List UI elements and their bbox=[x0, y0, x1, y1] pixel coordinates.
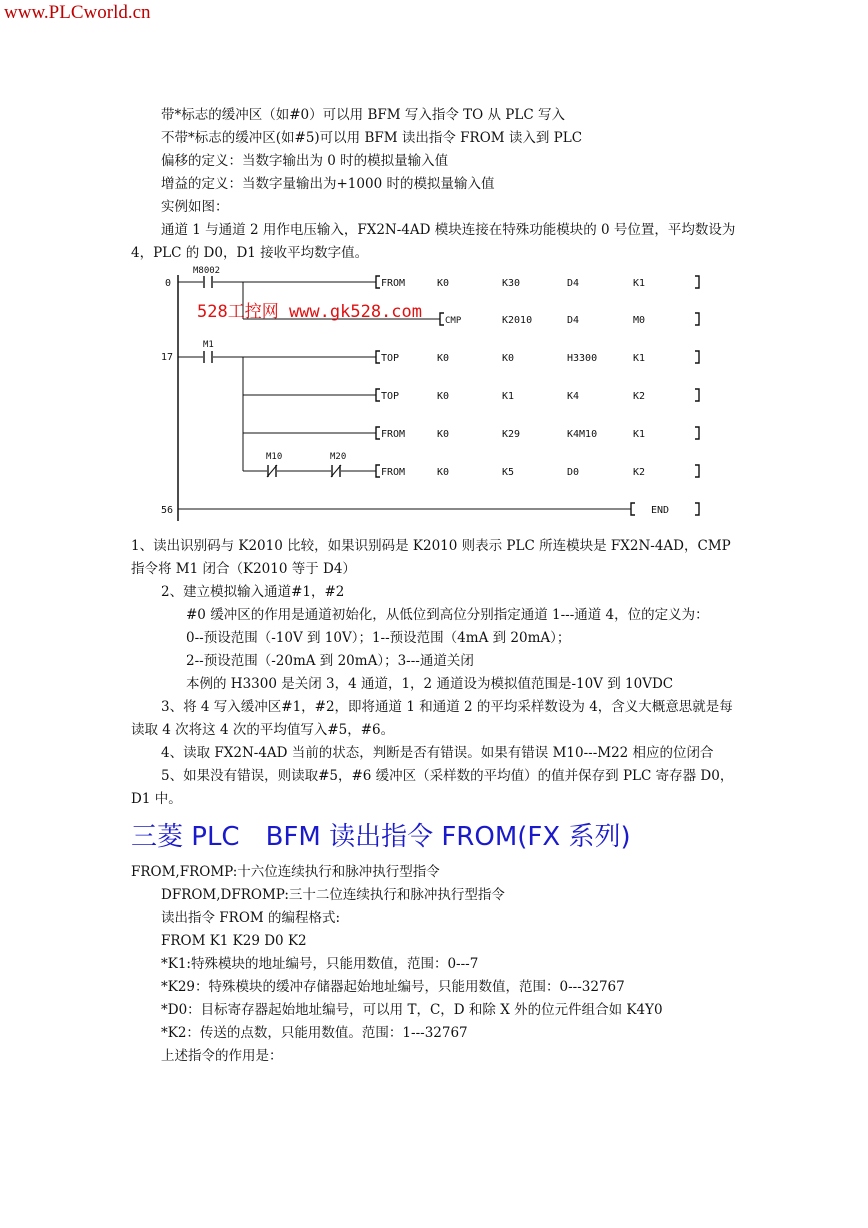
from-line: *D0：目标寄存器起始地址编号，可以用 T，C，D 和除 X 外的位元件组合如 K4Y0 bbox=[161, 1002, 663, 1018]
instruction-bracket-right bbox=[695, 465, 699, 477]
instruction-operand: M0 bbox=[633, 315, 646, 326]
instruction-operand: D4 bbox=[567, 315, 580, 326]
explanation-paragraph: 5、如果没有错误，则读取#5，#6 缓冲区（采样数的平均值）的值并保存到 PLC 寄存器 D0，D1 中。 bbox=[131, 768, 734, 807]
explanation-paragraph: 3、将 4 写入缓冲区#1，#2，即将通道 1 和通道 2 的平均采样数设为 4，含义大概意思就是每读取 4 次将这 4 次的平均值写入#5，#6。 bbox=[131, 699, 733, 738]
from-line: DFROM,DFROMP:三十二位连续执行和脉冲执行型指令 bbox=[161, 887, 505, 903]
instruction-operand: K5 bbox=[502, 467, 515, 478]
from-line: *K1:特殊模块的地址编号，只能用数值，范围：0---7 bbox=[161, 956, 479, 972]
instruction-row bbox=[376, 351, 699, 364]
from-line: 读出指令 FROM 的编程格式: bbox=[161, 910, 341, 926]
instruction-bracket-right bbox=[695, 351, 699, 363]
section-heading bbox=[131, 819, 739, 855]
intro-line: 带*标志的缓冲区（如#0）可以用 BFM 写入指令 TO 从 PLC 写入 bbox=[161, 107, 565, 123]
instruction-operand: K1 bbox=[633, 429, 646, 440]
instruction-operand: K1 bbox=[502, 391, 515, 402]
heading-left: 三菱 PLC bbox=[131, 822, 240, 852]
from-line: FROM K1 K29 D0 K2 bbox=[161, 933, 307, 949]
step-number: 0 bbox=[165, 278, 172, 289]
instruction-bracket-right bbox=[695, 427, 699, 439]
instruction-row bbox=[440, 313, 699, 326]
step-number: 17 bbox=[161, 352, 174, 363]
intro-line: 增益的定义：当数字量输出为+1000 时的模拟量输入值 bbox=[161, 176, 495, 192]
instruction-operand: K2 bbox=[633, 391, 646, 402]
ladder-diagram bbox=[131, 266, 739, 531]
explanation-line: 2、建立模拟输入通道#1，#2 bbox=[161, 584, 345, 600]
intro-line: 不带*标志的缓冲区(如#5)可以用 BFM 读出指令 FROM 读入到 PLC bbox=[161, 130, 583, 146]
contact-label: M1 bbox=[203, 340, 214, 350]
end-instruction bbox=[628, 503, 699, 516]
instruction-row bbox=[376, 276, 699, 289]
instruction-operand: K1 bbox=[633, 353, 646, 364]
instruction-operand: K0 bbox=[437, 278, 450, 289]
instruction-bracket-left bbox=[376, 276, 380, 288]
instruction-operand: K0 bbox=[437, 391, 450, 402]
intro-paragraph: 通道 1 与通道 2 用作电压输入，FX2N-4AD 模块连接在特殊功能模块的 0 号位置，平均数设为 4，PLC 的 D0，D1 接收平均数字值。 bbox=[131, 222, 736, 261]
explanation-line: 本例的 H3300 是关闭 3，4 通道，1，2 通道设为模拟值范围是-10V 到 10VDC bbox=[186, 676, 674, 692]
instruction-operand: K29 bbox=[502, 429, 521, 440]
intro-line: 偏移的定义：当数字输出为 0 时的模拟量输入值 bbox=[161, 153, 449, 169]
instruction-bracket-right bbox=[695, 313, 699, 325]
instruction-operand: K2010 bbox=[502, 315, 533, 326]
watermark: 528工控网 www.gk528.com bbox=[197, 302, 422, 322]
instruction-mnemonic: TOP bbox=[381, 353, 400, 364]
site-link[interactable]: www.PLCworld.cn bbox=[4, 2, 151, 23]
instruction-operand: K4M10 bbox=[567, 429, 598, 440]
instruction-operand: D4 bbox=[567, 278, 580, 289]
from-line: FROM,FROMP:十六位连续执行和脉冲执行型指令 bbox=[131, 864, 440, 880]
instruction-operand: K0 bbox=[437, 429, 450, 440]
instruction-bracket-left bbox=[376, 427, 380, 439]
end-label: END bbox=[651, 505, 670, 516]
explanation-paragraph: 4、读取 FX2N-4AD 当前的状态，判断是否有错误。如果有错误 M10---M22 相应的位闭合 bbox=[161, 745, 714, 761]
document-body bbox=[131, 104, 739, 1068]
instruction-operand: K2 bbox=[633, 467, 646, 478]
instruction-operand: K0 bbox=[437, 467, 450, 478]
instruction-bracket-left bbox=[376, 389, 380, 401]
instruction-bracket-left bbox=[440, 313, 444, 325]
instruction-mnemonic: FROM bbox=[381, 278, 406, 289]
instruction-mnemonic: CMP bbox=[445, 316, 462, 326]
from-line: *K29：特殊模块的缓冲存储器起始地址编号，只能用数值，范围：0---32767 bbox=[161, 979, 625, 995]
from-line: *K2：传送的点数，只能用数值。范围：1---32767 bbox=[161, 1025, 468, 1041]
contact-label: M20 bbox=[330, 452, 347, 462]
instruction-row bbox=[376, 427, 699, 440]
from-line: 上述指令的作用是： bbox=[161, 1048, 283, 1064]
instruction-mnemonic: FROM bbox=[381, 429, 406, 440]
instruction-operand: K1 bbox=[633, 278, 646, 289]
instruction-operand: K0 bbox=[437, 353, 450, 364]
heading-right: BFM 读出指令 FROM(FX 系列) bbox=[265, 822, 631, 852]
instruction-mnemonic: TOP bbox=[381, 391, 400, 402]
explanation-paragraph: #0 缓冲区的作用是通道初始化，从低位到高位分别指定通道 1---通道 4，位的定义为： bbox=[186, 607, 709, 623]
explanation-paragraph: 1、读出识别码与 K2010 比较，如果识别码是 K2010 则表示 PLC 所连模块是 FX2N-4AD，CMP 指令将 M1 闭合（K2010 等于 D4） bbox=[131, 538, 731, 577]
instruction-bracket-left bbox=[376, 465, 380, 477]
intro-line: 实例如图： bbox=[161, 199, 229, 215]
instruction-operand: H3300 bbox=[567, 353, 598, 364]
instruction-operand: K4 bbox=[567, 391, 580, 402]
instruction-row bbox=[376, 389, 699, 402]
explanation-line: 2--预设范围（-20mA 到 20mA）；3---通道关闭 bbox=[186, 653, 474, 669]
instruction-mnemonic: FROM bbox=[381, 467, 406, 478]
step-number: 56 bbox=[161, 505, 174, 516]
instruction-operand: K0 bbox=[502, 353, 515, 364]
explanation-line: 0--预设范围（-10V 到 10V）；1--预设范围（4mA 到 20mA）； bbox=[186, 630, 571, 646]
contact-label: M10 bbox=[266, 452, 283, 462]
instruction-rows bbox=[376, 276, 699, 478]
contact-label: M8002 bbox=[193, 266, 221, 276]
instruction-bracket-right bbox=[695, 276, 699, 288]
instruction-bracket-left bbox=[376, 351, 380, 363]
instruction-bracket-right bbox=[695, 389, 699, 401]
instruction-operand: K30 bbox=[502, 278, 521, 289]
instruction-row bbox=[376, 465, 699, 478]
instruction-operand: D0 bbox=[567, 467, 580, 478]
